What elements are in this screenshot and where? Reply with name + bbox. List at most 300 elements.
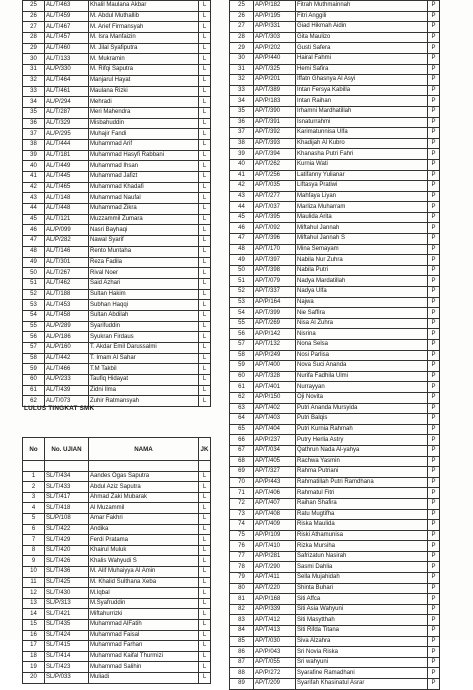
row-number: 40 [230,159,254,170]
exam-number: AP/P/443 [254,477,296,488]
table-row [230,573,440,584]
table-row [23,161,211,172]
gender-code: L [199,353,211,364]
table-row [23,567,211,578]
row-number: 42 [230,181,254,192]
row-number: 61 [23,385,45,396]
gender-code: L [199,33,211,44]
table-row [23,332,211,343]
gender-code: P [428,382,440,393]
exam-number: AP/T/397 [254,255,296,266]
row-number: 46 [23,225,45,236]
row-number: 25 [230,1,254,12]
smk-table [22,437,211,684]
table-row [23,577,211,588]
exam-number: AL/P/294 [45,97,89,108]
table-row [23,482,211,493]
exam-number: AP/T/389 [254,85,296,96]
student-name: Muzzammil Zumara [89,214,199,225]
exam-number: AP/T/328 [254,371,296,382]
table-row [23,375,211,386]
exam-number: AP/T/030 [254,636,296,647]
table-row [230,668,440,679]
table-row [23,236,211,247]
table-row [23,630,211,641]
student-name: Fitri Anggili [296,11,428,22]
student-name: Nasri Bayhaqi [89,225,199,236]
exam-number: AP/P/339 [254,604,296,615]
gender-code: L [199,492,211,503]
exam-number: AL/T/444 [45,139,89,150]
student-name: Khairul Muluk [89,545,199,556]
gender-code: L [199,11,211,22]
row-number: 49 [23,257,45,268]
exam-number: SL/T/436 [45,567,89,578]
gender-code: P [428,467,440,478]
row-number: 48 [23,246,45,257]
table-row [230,234,440,245]
row-number: 61 [230,382,254,393]
row-number: 60 [230,371,254,382]
table-row [23,353,211,364]
gender-code: P [428,128,440,139]
table-row [230,392,440,403]
table-row [23,598,211,609]
gender-code: P [428,573,440,584]
table-row [230,276,440,287]
student-name: Najwa [296,297,428,308]
gender-code: P [428,75,440,86]
table-row [230,106,440,117]
table-row [230,308,440,319]
table-row [230,1,440,12]
gender-code: L [199,193,211,204]
row-number: 73 [230,509,254,520]
gender-code: L [199,396,211,407]
row-number: 52 [23,289,45,300]
gender-code: L [199,310,211,321]
student-name: Muliadi [89,672,199,683]
student-name: Nawal Syarif [89,236,199,247]
student-name: Intan Raihan [296,96,428,107]
exam-number: AL/T/467 [45,22,89,33]
table-row [23,86,211,97]
row-number: 84 [230,626,254,637]
exam-number: AP/T/403 [254,414,296,425]
student-name: Sella Mujahidah [296,573,428,584]
row-number: 88 [230,668,254,679]
row-number: 45 [230,212,254,223]
gender-code: L [199,139,211,150]
row-number: 27 [230,22,254,33]
row-number: 66 [230,435,254,446]
exam-number: AP/T/401 [254,382,296,393]
exam-number: AL/T/459 [45,11,89,22]
exam-number: AL/P/099 [45,225,89,236]
gender-code: P [428,106,440,117]
exam-number: SL/T/422 [45,524,89,535]
table-row [23,278,211,289]
table-row [230,371,440,382]
exam-number: AP/T/256 [254,170,296,181]
exam-number: AL/T/146 [45,246,89,257]
table-row [23,641,211,652]
table-row [23,204,211,215]
student-name: Maulida Arita [296,212,428,223]
student-name: Miftahul Jannah S [296,234,428,245]
student-name: Miftahul Jannah [296,223,428,234]
row-number: 44 [230,202,254,213]
row-number: 80 [230,583,254,594]
gender-code: P [428,392,440,403]
gender-code: P [428,551,440,562]
row-number: 30 [23,54,45,65]
table-row [230,636,440,647]
table-row [230,467,440,478]
table-row [230,647,440,658]
exam-number: AP/T/209 [254,679,296,690]
gender-code: P [428,350,440,361]
exam-number: AP/T/394 [254,149,296,160]
student-name: Hemi Safira [296,64,428,75]
row-number: 89 [230,679,254,690]
student-name: M. Abdul Muthallib [89,11,199,22]
gender-code: L [199,75,211,86]
row-number: 83 [230,615,254,626]
gender-code: P [428,85,440,96]
table-row [230,96,440,107]
gender-code: L [199,641,211,652]
student-name: Reza Fadila [89,257,199,268]
table-row [230,445,440,456]
row-number: 1 [23,471,45,482]
exam-number: AP/P/440 [254,53,296,64]
exam-number: AP/T/413 [254,626,296,637]
gender-code: L [199,97,211,108]
table-row [23,33,211,44]
gender-code: P [428,32,440,43]
exam-number: AL/T/267 [45,268,89,279]
gender-code: P [428,170,440,181]
exam-number: AP/T/034 [254,445,296,456]
table-row [230,414,440,425]
exam-number: AL/P/295 [45,129,89,140]
row-number: 58 [230,350,254,361]
gender-code: L [199,43,211,54]
gender-code: L [199,129,211,140]
exam-number: AP/T/132 [254,340,296,351]
table-row [230,297,440,308]
student-name: Muhammad Arif [89,139,199,150]
table-row [230,170,440,181]
gender-code: P [428,64,440,75]
exam-number: SL/T/424 [45,630,89,641]
student-name: Khalis Wahyudi S [89,556,199,567]
gender-code: P [428,657,440,668]
row-number: 65 [230,424,254,435]
exam-number: SL/T/418 [45,503,89,514]
table-row [23,257,211,268]
gender-code: L [199,672,211,683]
exam-number: SL/T/417 [45,492,89,503]
row-number: 48 [230,244,254,255]
row-number: 50 [23,268,45,279]
gender-code: L [199,343,211,354]
gender-code: P [428,223,440,234]
gender-code: L [199,321,211,332]
student-name: Latifanny Yulianar [296,170,428,181]
exam-number: AP/T/079 [254,276,296,287]
gender-code: L [199,289,211,300]
row-number: 38 [230,138,254,149]
gender-code: P [428,541,440,552]
student-name: Nadya Mardatillah [296,276,428,287]
exam-number: AP/P/195 [254,11,296,22]
right-table [229,0,440,690]
table-row [230,53,440,64]
table-row [23,289,211,300]
table-row [23,514,211,525]
row-number: 3 [23,492,45,503]
student-name: Rento Muntaha [89,246,199,257]
exam-number: SL/T/430 [45,588,89,599]
exam-number: AP/P/142 [254,329,296,340]
exam-number: AP/T/408 [254,509,296,520]
table-row [23,107,211,118]
exam-number: SL/T/420 [45,545,89,556]
row-number: 8 [23,545,45,556]
student-name: Kurnia Wati [296,159,428,170]
row-number: 26 [230,11,254,22]
row-number: 78 [230,562,254,573]
row-number: 32 [23,75,45,86]
row-number: 35 [230,106,254,117]
student-name: Muhammad Faisal [89,630,199,641]
gender-code: P [428,636,440,647]
gender-code: L [199,577,211,588]
table-row [23,503,211,514]
row-number: 20 [23,672,45,683]
student-name: Khadijah Al Kubro [296,138,428,149]
exam-number: AP/T/220 [254,583,296,594]
gender-code: L [199,54,211,65]
gender-code: P [428,477,440,488]
row-number: 2 [23,482,45,493]
student-name: Mehradi [89,97,199,108]
student-name: Nisa Al Zuhra [296,318,428,329]
gender-code: L [199,182,211,193]
table-row [230,287,440,298]
student-name: Hairal Fahmi [296,53,428,64]
table-row [230,212,440,223]
row-number: 50 [230,265,254,276]
header-no: No [23,438,45,461]
student-name: Muhammad Naufal [89,193,199,204]
exam-number: SL/T/415 [45,641,89,652]
row-number: 44 [23,204,45,215]
exam-number: AP/P/183 [254,96,296,107]
row-number: 47 [230,234,254,245]
gender-code: L [199,204,211,215]
row-number: 85 [230,636,254,647]
student-name: Siva Alzahra [296,636,428,647]
exam-number: AP/T/395 [254,212,296,223]
row-number: 68 [230,456,254,467]
table-row [230,520,440,531]
table-row [23,246,211,257]
exam-number: SL/P/033 [45,672,89,683]
row-number: 75 [230,530,254,541]
gender-code: L [199,161,211,172]
exam-number: AL/P/282 [45,236,89,247]
gender-code: P [428,11,440,22]
gender-code: L [199,514,211,525]
exam-number: AL/T/301 [45,257,89,268]
row-number: 38 [23,139,45,150]
gender-code: P [428,159,440,170]
student-name: T. Akdar Emil Darussalmi [89,343,199,354]
table-row [23,300,211,311]
exam-number: AL/T/449 [45,161,89,172]
student-name: Sri Novia Riska [296,647,428,658]
exam-number: AL/T/466 [45,364,89,375]
student-name: Said Azhari [89,278,199,289]
student-name: Muhammad Salihin [89,662,199,673]
table-row [230,594,440,605]
exam-number: AP/T/391 [254,117,296,128]
student-name: M. Jilal Syafiputra [89,43,199,54]
table-row [23,556,211,567]
exam-number: AL/T/181 [45,150,89,161]
table-row [23,193,211,204]
row-number: 53 [23,300,45,311]
gender-code: L [199,535,211,546]
exam-number: AP/T/290 [254,562,296,573]
student-name: Oji Novita [296,392,428,403]
row-number: 51 [23,278,45,289]
table-row [23,172,211,183]
student-name: Putry Herlia Astry [296,435,428,446]
gender-code: L [199,630,211,641]
exam-number: AP/T/411 [254,573,296,584]
table-row [230,340,440,351]
student-name: Qathrun Nada Al-yahya [296,445,428,456]
student-name: Marliza Muharram [296,202,428,213]
gender-code: P [428,530,440,541]
gender-code: P [428,615,440,626]
exam-number: AP/T/037 [254,202,296,213]
gender-code: L [199,118,211,129]
exam-number: AP/P/281 [254,551,296,562]
header-nama: NAMA [89,438,199,461]
row-number: 55 [230,318,254,329]
student-name: Mahfaya Liyan [296,191,428,202]
gender-code: L [199,588,211,599]
student-name: Fitrah Muthmainnah [296,1,428,12]
gender-code: P [428,244,440,255]
row-number: 62 [230,392,254,403]
row-number: 72 [230,498,254,509]
student-name: Zidni Ilma [89,385,199,396]
exam-number: AL/P/289 [45,321,89,332]
gender-code: L [199,556,211,567]
table-row [23,524,211,535]
row-number: 52 [230,287,254,298]
exam-number: AP/T/327 [254,467,296,478]
table-row [23,343,211,354]
exam-number: AL/T/458 [45,310,89,321]
exam-number: AP/P/201 [254,75,296,86]
student-name: Rahmatul Fitri [296,488,428,499]
table-row [230,255,440,266]
row-number: 4 [23,503,45,514]
row-number: 27 [23,22,45,33]
gender-code: P [428,138,440,149]
table-row [23,11,211,22]
gender-code: P [428,308,440,319]
exam-number: AL/T/457 [45,33,89,44]
row-number: 11 [23,577,45,588]
student-name: Nurifa Fadhila Ulmi [296,371,428,382]
student-name: Siti Masytthah [296,615,428,626]
gender-code: L [199,503,211,514]
gender-code: L [199,86,211,97]
table-row [230,75,440,86]
exam-number: AP/P/182 [254,1,296,12]
student-name: T.M Takbil [89,364,199,375]
exam-number: AP/P/331 [254,22,296,33]
row-number: 60 [23,375,45,386]
student-name: Nova Suci Ananda [296,361,428,372]
gender-code: P [428,234,440,245]
exam-number: AP/T/392 [254,128,296,139]
table-row [23,310,211,321]
gender-code: P [428,647,440,658]
row-number: 56 [23,332,45,343]
row-number: 63 [230,403,254,414]
student-name: Siti Asia Wahyuni [296,604,428,615]
row-number: 58 [23,353,45,364]
student-name: Nie Saffira [296,308,428,319]
row-number: 18 [23,651,45,662]
student-name: Syarifah Khasinatul Asrar [296,679,428,690]
gender-code: L [199,524,211,535]
row-number: 41 [23,172,45,183]
table-row [23,385,211,396]
student-name: T. Imam Al Sahar [89,353,199,364]
student-name: Rahma Putriani [296,467,428,478]
row-number: 25 [23,1,45,12]
gender-code: P [428,520,440,531]
row-number: 17 [23,641,45,652]
student-name: Shinta Buhari [296,583,428,594]
table-row [230,138,440,149]
row-number: 42 [23,182,45,193]
exam-number: AP/T/409 [254,520,296,531]
student-name: Nadya Ulfa [296,287,428,298]
student-name: Putri Ananda Mursyida [296,403,428,414]
header-ujian: No. UJIAN [45,438,89,461]
gender-code: L [199,651,211,662]
row-number: 33 [230,85,254,96]
gender-code: L [199,332,211,343]
exam-number: AL/T/463 [45,1,89,12]
student-name: Nona Selsa [296,340,428,351]
exam-number: AL/T/188 [45,289,89,300]
table-row [230,679,440,690]
row-number: 34 [23,97,45,108]
exam-number: AL/P/233 [45,375,89,386]
